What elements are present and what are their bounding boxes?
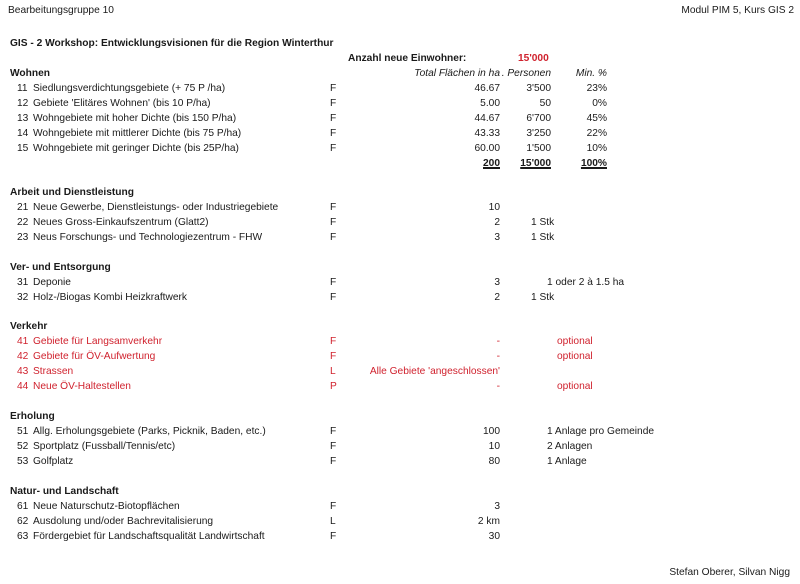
row-label: Allg. Erholungsgebiete (Parks, Picknik, Baden, etc.) xyxy=(33,426,266,437)
document-title: GIS - 2 Workshop: Entwicklungsvisionen für die Region Winterthur xyxy=(10,38,334,49)
row-number: 13 xyxy=(17,113,29,124)
row-number: 42 xyxy=(17,351,29,362)
row-persons: 3'250 xyxy=(526,128,551,139)
table-row xyxy=(0,81,800,96)
row-label: Wohngebiete mit mittlerer Dichte (bis 75 P/ha) xyxy=(33,128,242,139)
col-header-area: Total Flächen in ha xyxy=(414,68,500,79)
row-number: 43 xyxy=(17,366,29,377)
row-type: F xyxy=(330,456,337,467)
group-label: Bearbeitungsgruppe 10 xyxy=(8,5,114,16)
row-label: Golfplatz xyxy=(33,456,74,467)
row-area: - xyxy=(496,336,500,347)
section-title-erholung: Erholung xyxy=(10,411,55,422)
row-area: 10 xyxy=(488,202,500,213)
total-persons: 15'000 xyxy=(520,158,551,169)
row-number: 61 xyxy=(17,501,29,512)
row-area: 3 xyxy=(494,232,500,243)
row-note: optional xyxy=(557,336,593,347)
row-type: F xyxy=(330,441,337,452)
row-label: Holz-/Biogas Kombi Heizkraftwerk xyxy=(33,292,187,303)
row-type: L xyxy=(330,366,336,377)
table-row xyxy=(0,514,800,529)
row-type: L xyxy=(330,516,336,527)
row-note: optional xyxy=(557,381,593,392)
table-row xyxy=(0,141,800,156)
row-area: - xyxy=(496,381,500,392)
col-header-persons: . Personen xyxy=(501,68,551,79)
row-label: Neue Gewerbe, Dienstleistungs- oder Industriegebiete xyxy=(33,202,279,213)
col-header-min-pct: Min. % xyxy=(575,68,607,79)
row-persons: 6'700 xyxy=(526,113,551,124)
row-number: 12 xyxy=(17,98,29,109)
row-label: Gebiete 'Elitäres Wohnen' (bis 10 P/ha) xyxy=(33,98,211,109)
row-type: F xyxy=(330,277,337,288)
row-note: 1 oder 2 à 1.5 ha xyxy=(547,277,625,288)
row-area: 60.00 xyxy=(474,143,500,154)
row-area: 5.00 xyxy=(480,98,500,109)
table-row xyxy=(0,364,800,379)
table-row xyxy=(0,230,800,245)
row-type: F xyxy=(330,98,337,109)
section-title-verkehr: Verkehr xyxy=(10,321,48,332)
row-number: 31 xyxy=(17,277,29,288)
row-label: Siedlungsverdichtungsgebiete (+ 75 P /ha) xyxy=(33,83,226,94)
row-area: 44.67 xyxy=(474,113,500,124)
row-type: F xyxy=(330,143,337,154)
row-note: 1 Anlage xyxy=(547,456,587,467)
row-label: Deponie xyxy=(33,277,71,288)
row-number: 14 xyxy=(17,128,29,139)
row-area: Alle Gebiete 'angeschlossen' xyxy=(369,366,500,377)
row-pct: 10% xyxy=(586,143,607,154)
inhabitants-label: Anzahl neue Einwohner: xyxy=(348,53,467,64)
row-number: 23 xyxy=(17,232,29,243)
row-type: F xyxy=(330,128,337,139)
row-label: Wohngebiete mit hoher Dichte (bis 150 P/ha) xyxy=(33,113,237,124)
row-note: 1 Stk xyxy=(531,292,555,303)
row-type: F xyxy=(330,351,337,362)
row-number: 15 xyxy=(17,143,29,154)
row-label: Neues Gross-Einkaufszentrum (Glatt2) xyxy=(33,217,209,228)
row-area: 100 xyxy=(483,426,500,437)
row-number: 32 xyxy=(17,292,29,303)
row-label: Ausdolung und/oder Bachrevitalisierung xyxy=(33,516,214,527)
row-type: F xyxy=(330,501,337,512)
row-type: F xyxy=(330,336,337,347)
row-area: 30 xyxy=(488,531,500,542)
table-row xyxy=(0,275,800,290)
inhabitants-value: 15'000 xyxy=(518,53,549,64)
row-label: Neus Forschungs- und Technologiezentrum - FHW xyxy=(33,232,263,243)
row-pct: 0% xyxy=(592,98,607,109)
row-note: 1 Anlage pro Gemeinde xyxy=(547,426,655,437)
row-number: 11 xyxy=(17,83,28,94)
row-type: F xyxy=(330,232,337,243)
row-area: - xyxy=(496,351,500,362)
row-area: 2 xyxy=(494,292,500,303)
row-persons: 1'500 xyxy=(526,143,551,154)
row-label: Fördergebiet für Landschaftsqualität Landwirtschaft xyxy=(33,531,265,542)
section-title-wohnen: Wohnen xyxy=(10,68,50,79)
row-persons: 50 xyxy=(539,98,551,109)
row-label: Neue ÖV-Haltestellen xyxy=(33,381,131,392)
table-row xyxy=(0,290,800,305)
row-type: F xyxy=(330,531,337,542)
column-headers xyxy=(0,66,800,81)
row-type: F xyxy=(330,202,337,213)
row-note: 1 Stk xyxy=(531,232,555,243)
authors: Stefan Oberer, Silvan Nigg xyxy=(669,567,790,578)
row-number: 63 xyxy=(17,531,29,542)
row-label: Gebiete für ÖV-Aufwertung xyxy=(33,351,156,362)
row-note: 2 Anlagen xyxy=(547,441,593,452)
row-type: F xyxy=(330,217,337,228)
row-area: 80 xyxy=(488,456,500,467)
row-pct: 23% xyxy=(586,83,607,94)
row-persons: 3'500 xyxy=(526,83,551,94)
total-pct: 100% xyxy=(580,158,607,169)
row-number: 53 xyxy=(17,456,29,467)
row-note: optional xyxy=(557,351,593,362)
totals-row xyxy=(0,156,800,171)
table-row xyxy=(0,215,800,230)
total-area: 200 xyxy=(483,158,500,169)
row-type: F xyxy=(330,292,337,303)
row-number: 22 xyxy=(17,217,29,228)
table-row xyxy=(0,424,800,439)
row-note: 1 Stk xyxy=(531,217,555,228)
table-row xyxy=(0,454,800,469)
row-number: 44 xyxy=(17,381,29,392)
section-title-natur: Natur- und Landschaft xyxy=(10,486,119,497)
row-pct: 45% xyxy=(586,113,607,124)
table-row xyxy=(0,126,800,141)
table-row xyxy=(0,334,800,349)
row-area: 3 xyxy=(494,501,500,512)
row-label: Sportplatz (Fussball/Tennis/etc) xyxy=(33,441,176,452)
table-row xyxy=(0,111,800,126)
row-type: F xyxy=(330,426,337,437)
table-row xyxy=(0,96,800,111)
row-number: 41 xyxy=(17,336,29,347)
row-number: 52 xyxy=(17,441,29,452)
row-number: 62 xyxy=(17,516,29,527)
row-area: 10 xyxy=(488,441,500,452)
row-area: 46.67 xyxy=(474,83,500,94)
row-area: 2 xyxy=(494,217,500,228)
section-title-ver: Ver- und Entsorgung xyxy=(10,262,111,273)
row-area: 2 km xyxy=(477,516,500,527)
row-type: F xyxy=(330,113,337,124)
module-label: Modul PIM 5, Kurs GIS 2 xyxy=(681,5,794,16)
row-number: 21 xyxy=(17,202,29,213)
table-row xyxy=(0,379,800,394)
row-area: 3 xyxy=(494,277,500,288)
table-row xyxy=(0,499,800,514)
table-row xyxy=(0,529,800,544)
row-label: Strassen xyxy=(33,366,74,377)
row-number: 51 xyxy=(17,426,29,437)
row-type: P xyxy=(330,381,337,392)
row-label: Neue Naturschutz-Biotopflächen xyxy=(33,501,180,512)
row-label: Wohngebiete mit geringer Dichte (bis 25P/ha) xyxy=(33,143,239,154)
table-row xyxy=(0,439,800,454)
row-label: Gebiete für Langsamverkehr xyxy=(33,336,163,347)
table-row xyxy=(0,200,800,215)
row-pct: 22% xyxy=(586,128,607,139)
table-row xyxy=(0,349,800,364)
section-title-arbeit: Arbeit und Dienstleistung xyxy=(10,187,134,198)
row-type: F xyxy=(330,83,337,94)
row-area: 43.33 xyxy=(474,128,500,139)
